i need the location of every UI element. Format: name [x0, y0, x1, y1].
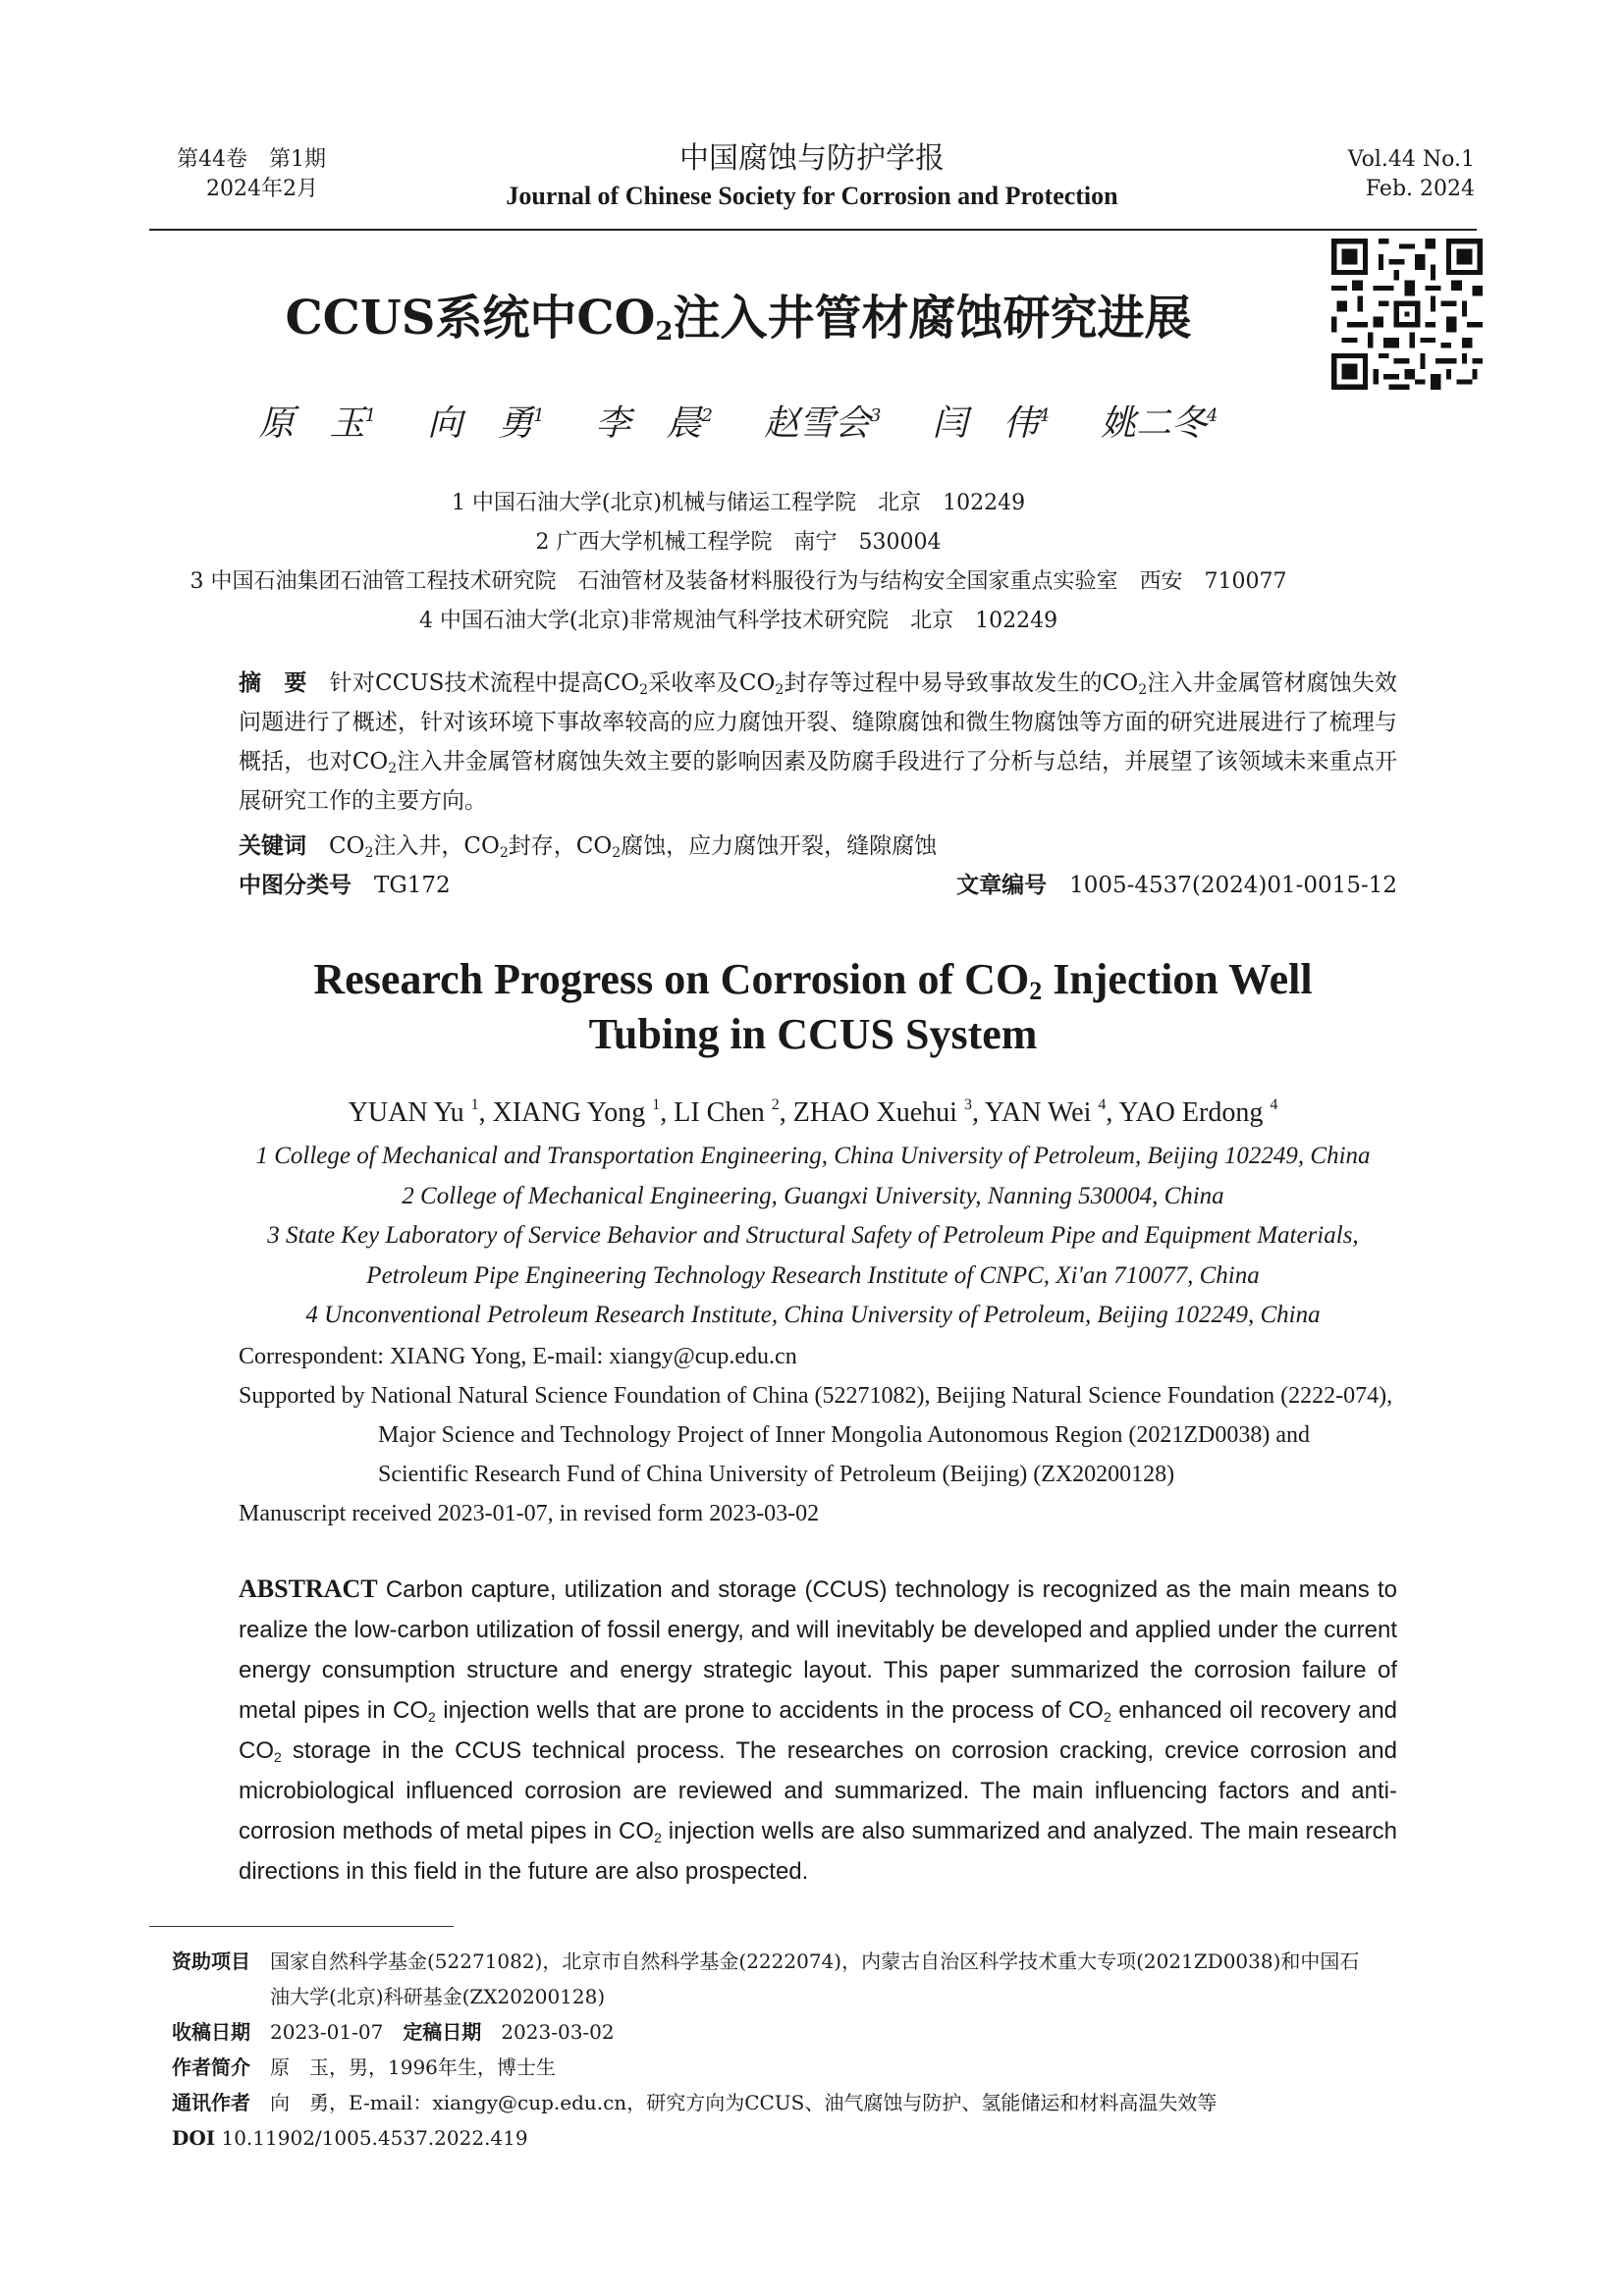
abstract-cn: 摘 要 针对CCUS技术流程中提高$CO_2$采收率及$CO_2$封存等过程中易导致事故发生的$CO_2$注入井金属管材腐蚀失效问题进行了概述，针对该环境下事故率较高的应力腐蚀开裂、缝隙腐蚀和微生物腐蚀等方面的研究进展进行了梳理与概括，也对$CO_2$注入井金属管材腐蚀失效主要的影响因素及防腐手段进行了分析与总结，并展望了该领域未来重点开展研究工作的主要方向。	[239, 669, 1398, 814]
footnote-dates: 收稿日期 2023-01-07 定稿日期 2023-03-02	[172, 2020, 615, 2044]
authors-en: YUAN Yu $^1$, XIANG Yong $^1$, LI Chen $^2$, ZHAO Xuehui $^3$, YAN Wei $^4$, YAO Erdong $^4$	[348, 1096, 1278, 1128]
paper-title-cn: CCUS系统中$CO_2$注入井管材腐蚀研究进展	[285, 291, 1192, 347]
abstract-cn-label: 摘 要	[239, 669, 307, 696]
classification-row	[239, 866, 1397, 905]
classification: 中图分类号 TG172	[239, 872, 451, 898]
date-cn: 2024年2月	[206, 177, 318, 201]
footnote-rule	[149, 1926, 454, 1927]
affiliation-en: 2 College of Mechanical Engineering, Guangxi University, Nanning 530004, China	[402, 1182, 1224, 1209]
header-rule	[149, 229, 1477, 231]
date-en: Feb. 2024	[1365, 177, 1475, 201]
affiliation-en: 4 Unconventional Petroleum Research Institute, China University of Petroleum, Beijing 102249, China	[305, 1302, 1321, 1328]
affiliations-en	[149, 1137, 1477, 1336]
footnote-bio: 作者简介 原 玉，男，1996年生，博士生	[172, 2056, 556, 2079]
affiliations-cn	[149, 484, 1327, 641]
volume-issue-en: Vol.44 No.1	[1347, 147, 1475, 172]
paper-title-en	[149, 952, 1477, 1062]
affiliation-cn: 4 中国石油大学(北京)非常规油气科学技术研究院 北京 102249	[418, 609, 1058, 633]
author-cn: 姚二冬$^4$	[1100, 403, 1218, 444]
paper-title-en-line1: Research Progress on Corrosion of $CO_2$ Injection Well	[313, 955, 1313, 1005]
author-en: YUAN Yu $^1$	[348, 1096, 479, 1128]
abstract-en-label: ABSTRACT	[239, 1575, 378, 1603]
journal-title-cn: 中国腐蚀与防护学报	[679, 141, 945, 176]
affiliation-en: Petroleum Pipe Engineering Technology Research Institute of CNPC, Xi'an 710077, China	[366, 1261, 1260, 1289]
volume-issue-cn: 第44卷 第1期	[177, 147, 326, 172]
header-right	[1348, 145, 1475, 204]
correspondent: Correspondent: XIANG Yong, E-mail: xiangy@cup.edu.cn	[239, 1344, 797, 1369]
author-cn: 向 勇$^1$	[427, 403, 545, 444]
footnote-correspondent: 通讯作者 向 勇，E-mail：xiangy@cup.edu.cn，研究方向为CCUS、油气腐蚀与防护、氢能储运和材料高温失效等	[172, 2091, 1218, 2114]
author-cn: 赵雪会$^3$	[764, 403, 882, 444]
keywords-cn: 关键词 $CO_2$注入井，$CO_2$封存，$CO_2$腐蚀，应力腐蚀开裂，缝隙腐蚀	[239, 832, 938, 861]
abstract-en: ABSTRACT Carbon capture, utilization and storage (CCUS) technology is recognized as the main means to realize the low-carbon utilization of fossil energy, and will inevitably be developed and applied under the current energy consumption structure and energy strategic layout. This paper summarized the corrosion failure of metal pipes in $CO_2$ injection wells that are prone to accidents in the process of $CO_2$ enhanced oil recovery and $CO_2$ storage in the CCUS technical process. The researches on corrosion cracking, crevice corrosion and microbiological influenced corrosion are reviewed and summarized. The main influencing factors and anti-corrosion methods of metal pipes in $CO_2$ injection wells are also summarized and analyzed. The main research directions in this field in the future are also prospected.	[239, 1575, 1398, 1885]
qr-code-icon[interactable]	[1331, 239, 1483, 390]
affiliation-cn: 1 中国石油大学(北京)机械与储运工程学院 北京 102249	[451, 491, 1026, 515]
affiliation-en: 3 State Key Laboratory of Service Behavior and Structural Safety of Petroleum Pipe and Equipment Materials,	[267, 1222, 1359, 1249]
article-number: 文章编号 1005-4537(2024)01-0015-12	[956, 872, 1397, 898]
author-en: ZHAO Xuehui $^3$	[792, 1096, 972, 1128]
author-en: YAN Wei $^4$	[984, 1096, 1107, 1128]
affiliation-cn: 2 广西大学机械工程学院 南宁 530004	[535, 530, 942, 555]
author-en: LI Chen $^2$	[674, 1096, 780, 1128]
supported-by: Supported by National Natural Science Foundation of China (52271082), Beijing Natural Science Foundation (2222-074), Major Science and Technology Project of Inner Mongolia Autonomous Region (2021ZD0038) and Scientific Research Fund of China University of Petroleum (Beijing) (ZX20200128)	[239, 1383, 1393, 1487]
author-cn: 李 晨$^2$	[595, 403, 713, 444]
footnote-fund: 资助项目 国家自然科学基金(52271082)，北京市自然科学基金(2222074)，内蒙古自治区科学技术重大专项(2021ZD0038)和中国石 油大学(北京)科研基金(ZX20200128)	[172, 1949, 1360, 2008]
author-cn: 原 玉$^1$	[258, 403, 377, 444]
author-cn: 闫 伟$^4$	[932, 403, 1050, 444]
affiliation-cn: 3 中国石油集团石油管工程技术研究院 石油管材及装备材料服役行为与结构安全国家重点实验室 西安 710077	[189, 569, 1287, 594]
affiliation-en: 1 College of Mechanical and Transportation Engineering, China University of Petroleum, Beijing 102249, China	[255, 1143, 1371, 1169]
keywords-cn-label: 关键词	[239, 832, 306, 859]
author-en: XIANG Yong $^1$	[492, 1096, 661, 1128]
journal-title-en: Journal of Chinese Society for Corrosion and Protection	[506, 182, 1118, 210]
manuscript-dates: Manuscript received 2023-01-07, in revised form 2023-03-02	[239, 1501, 820, 1526]
authors-cn	[149, 400, 1327, 448]
paper-title-en-line2: Tubing in CCUS System	[588, 1010, 1038, 1058]
author-en: YAO Erdong $^4$	[1118, 1096, 1278, 1128]
footnote-doi[interactable]: DOI 10.11902/1005.4537.2022.419	[172, 2126, 528, 2150]
